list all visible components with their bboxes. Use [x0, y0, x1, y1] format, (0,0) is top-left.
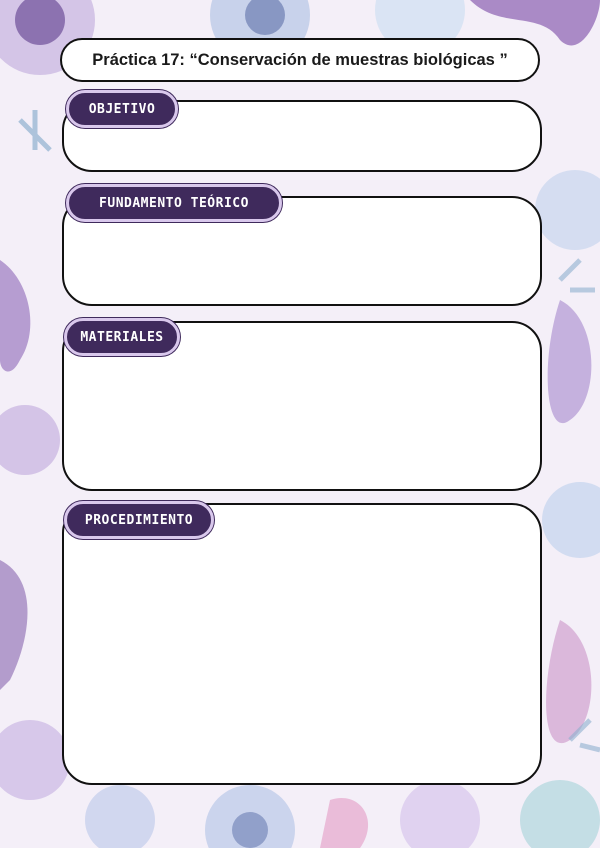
procedimiento-card: [62, 503, 542, 785]
title-banner: [60, 38, 540, 82]
fundamento-heading: FUNDAMENTO TEÓRICO: [66, 184, 282, 222]
page-title: Práctica 17: “Conservación de muestras biológicas ”: [92, 50, 508, 69]
objetivo-heading: OBJETIVO: [66, 90, 178, 128]
procedimiento-heading: PROCEDIMIENTO: [64, 501, 214, 539]
materiales-heading: MATERIALES: [64, 318, 180, 356]
